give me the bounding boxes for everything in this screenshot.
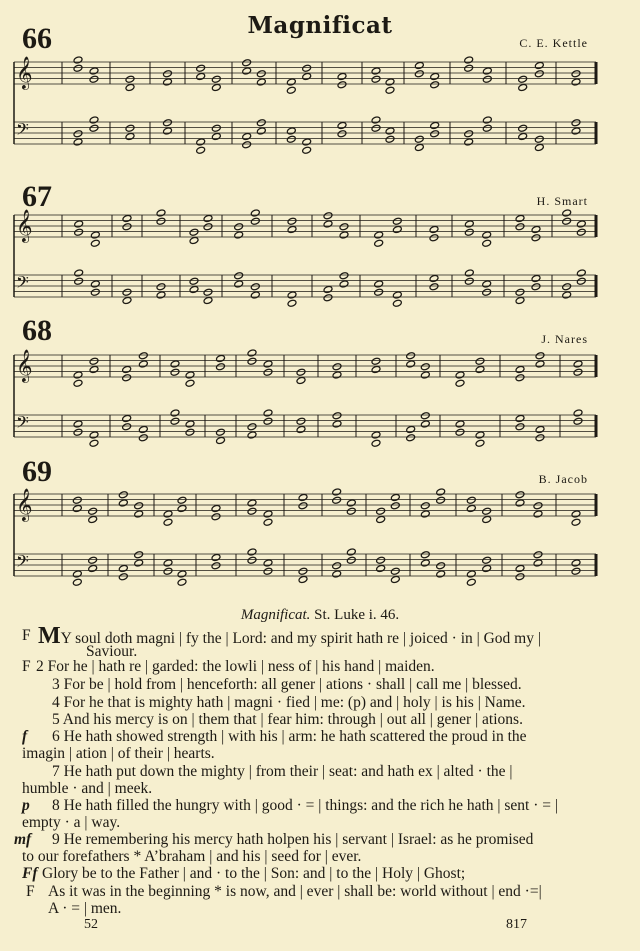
chant-caption (0, 607, 640, 624)
page-number-left: 52 (84, 917, 98, 932)
music-score-67 (0, 205, 640, 315)
hymn-number: 67 (22, 180, 52, 213)
verse-text: 5 And his mercy is on | them that | fear him: through | out all | gener | ations. (52, 711, 523, 728)
svg-text:𝄢: 𝄢 (16, 412, 29, 436)
composer-name: J. Nares (541, 332, 588, 346)
music-score-68 (0, 345, 640, 455)
verse-text: 7 He hath put down the mighty | from their | seat: and hath ex | alted · the | (52, 763, 513, 780)
caption-title: Magnificat. (240, 607, 311, 623)
hymn-number: 66 (22, 22, 52, 55)
page-number-right: 817 (506, 917, 527, 932)
drop-cap: M (38, 623, 61, 649)
composer-name: H. Smart (536, 194, 588, 208)
verse-continuation: to our forefathers * A’braham | and his | seed for | ever. (22, 848, 362, 865)
composer-name: B. Jacob (538, 472, 588, 486)
verse-continuation: humble · and | meek. (22, 780, 153, 797)
dynamic-mark: F (22, 627, 31, 644)
page-title: Magnificat (247, 12, 393, 39)
dynamic-mark: p (22, 797, 30, 814)
hymn-number: 68 (22, 314, 52, 347)
music-score-66 (0, 52, 640, 162)
verse-text: Glory be to the Father | and · to the | Son: and | to the | Holy | Ghost; (42, 865, 466, 882)
dynamic-mark: Ff (22, 865, 38, 882)
verse-text: 6 He hath showed strength | with his | arm: he hath scattered the proud in the (52, 728, 527, 745)
svg-text:𝄢: 𝄢 (16, 119, 29, 143)
caption-reference: St. Luke i. 46. (314, 607, 400, 623)
verse-text: 4 For he that is mighty hath | magni · fied | me: (p) and | holy | is his | Name. (52, 694, 526, 711)
svg-text:𝄢: 𝄢 (16, 551, 29, 575)
svg-text:𝄞: 𝄞 (16, 209, 33, 242)
verse-continuation: Saviour. (86, 643, 138, 660)
verse-text: 9 He remembering his mercy hath holpen his | servant | Israel: as he promised (52, 831, 534, 848)
dynamic-mark: F (22, 658, 31, 675)
dynamic-mark: mf (14, 831, 32, 848)
svg-text:𝄞: 𝄞 (16, 56, 33, 89)
verse-text: 8 He hath filled the hungry with | good · = | things: and the rich he hath | sent · = | (52, 797, 558, 814)
svg-text:𝄢: 𝄢 (16, 272, 29, 296)
svg-text:𝄞: 𝄞 (16, 488, 33, 521)
dynamic-mark: f (22, 728, 28, 745)
verse-continuation: A · = | men. (48, 900, 122, 917)
svg-text:𝄞: 𝄞 (16, 349, 33, 382)
verse-text: As it was in the beginning * is now, and | ever | shall be: world without | end ·=| (48, 883, 542, 900)
verse-text: 2 For he | hath re | garded: the lowli | ness of | his hand | maiden. (36, 658, 435, 675)
dynamic-mark: F (26, 883, 35, 900)
verse-continuation: empty · a | way. (22, 814, 121, 831)
verse-text: 3 For be | hold from | henceforth: all gener | ations · shall | call me | blessed. (52, 676, 522, 693)
music-score-69 (0, 484, 640, 614)
verse-text: Y soul doth magni | fy the | Lord: and my spirit hath re | joiced · in | God my | (60, 630, 541, 647)
verse-continuation: imagin | ation | of their | hearts. (22, 745, 215, 762)
hymn-number: 69 (22, 455, 52, 488)
composer-name: C. E. Kettle (519, 36, 588, 50)
